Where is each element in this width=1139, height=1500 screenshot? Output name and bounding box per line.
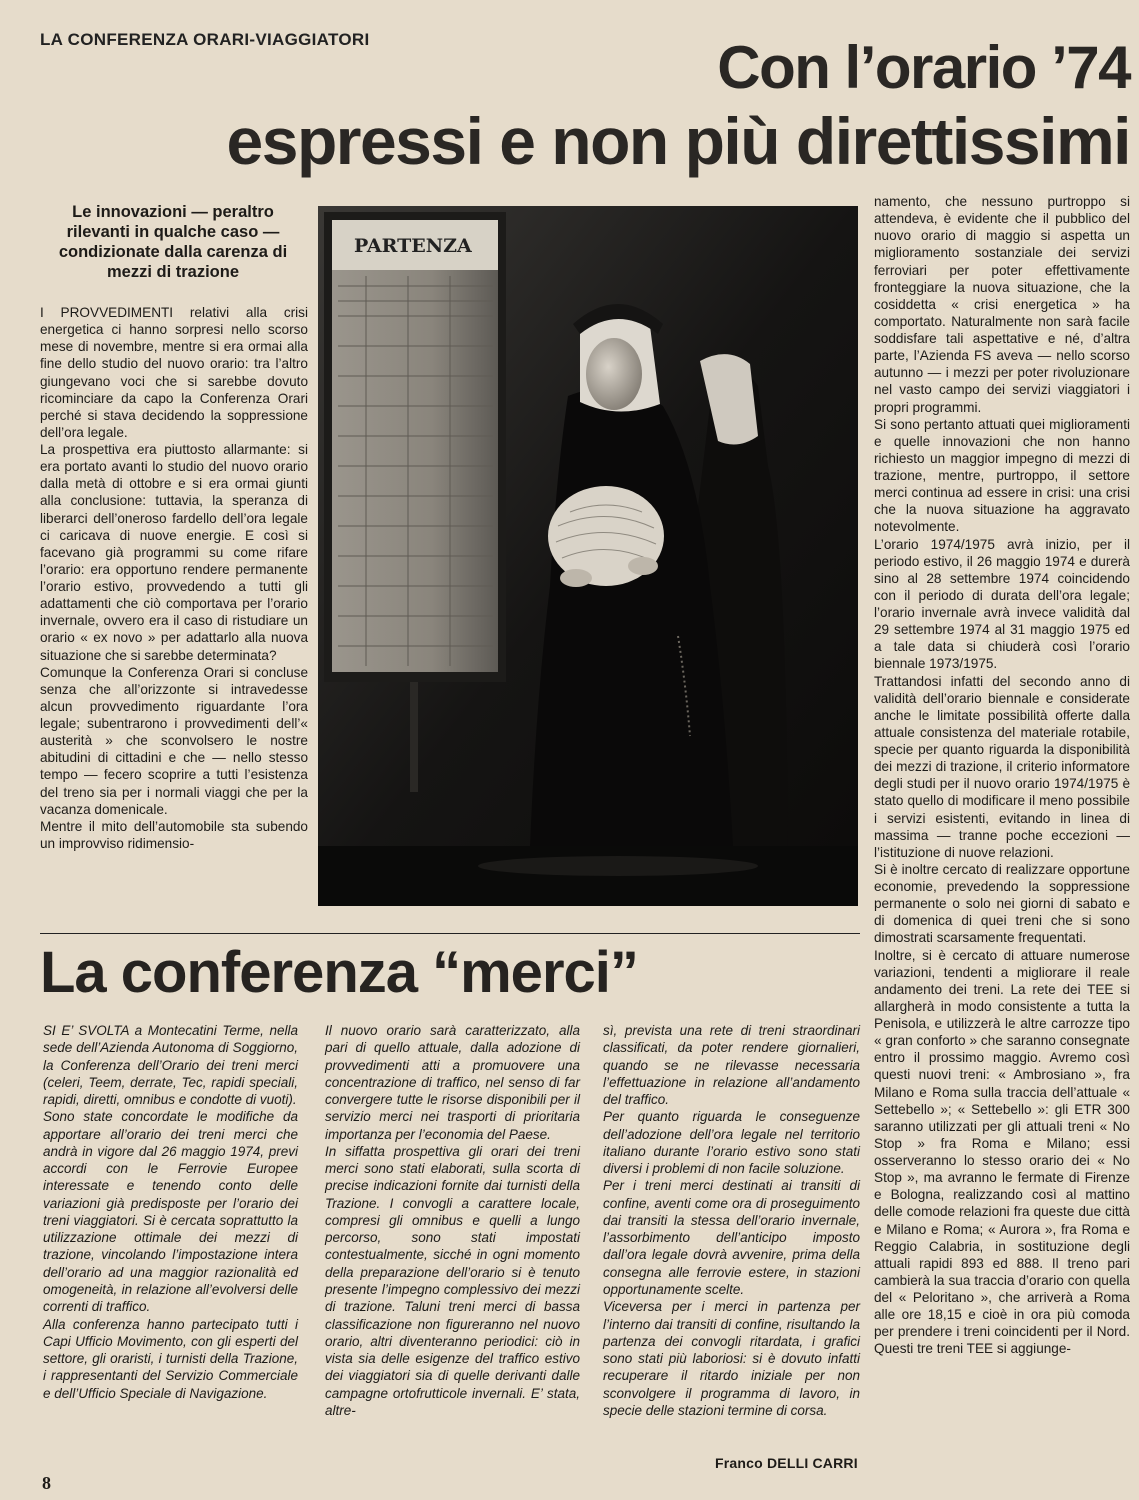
article-column-right [874, 193, 1130, 1358]
paragraph: In siffatta prospettiva gli orari dei treni merci sono stati elaborati, sulla scorta di precise indicazioni fornite dai turnisti della Trazione. I convogli a carattere locale, compresi gli omnibus e quelli a lungo percorso, sono stati impostati contestualmente, sicché in ogni momento della preparazione dell’orario si è tenuto presente l’impegno complessivo dei mezzi di trazione. Taluni treni merci di bassa classificazione non figureranno nel nuovo orario, altri diventeranno periodici: ciò in vista sia delle esigenze del traffico estivo dei viaggiatori sia di quelle derivanti dalle campagne ortofrutticole invernali. E’ stata, altre- [325, 1143, 580, 1418]
author-byline: Franco DELLI CARRI [715, 1455, 858, 1471]
paragraph: Il nuovo orario sarà caratterizzato, alla pari di quello attuale, dalla adozione di provvedimenti atti a promuovere una concentrazione di traffico, nel senso di far convergere tutte le risorse disponibili per il servizio merci nei trasporti di prioritaria importanza per l’economia del Paese. [325, 1023, 580, 1142]
photo-nuns-at-timetable [318, 206, 858, 906]
article-column-left [40, 304, 308, 852]
paragraph: Per quanto riguarda le conseguenze dell’adozione dell’ora legale nel territorio italiano durante l’orario estivo sono stati diversi i problemi di non facile soluzione. [603, 1109, 860, 1177]
paragraph: Inoltre, si è cercato di attuare numerose variazioni, tendenti a migliorare il reale andamento dei treni. La rete dei TEE si allargherà in modo consistente a tutta la Penisola, e utilizzerà le altre carrozze tipo « gran conforto » che saranno consegnate entro il prossimo maggio. Avremo così questi nuovi treni: « Ambrosiano », fra Milano e Roma sulla traccia dell’attuale « Settebello »; « Settebello »: gli ETR 300 saranno utilizzati per gli attuali treni « No Stop » fra Roma e Milano; essi osserveranno lo stesso orario dei « No Stop », ma avranno le fermate di Firenze e Bologna, realizzando così al mattino delle comode relazioni fra queste due città e Milano e Roma; « Aurora », fra Roma e Reggio Calabria, in sostituzione degli attuali rapidi 893 ed 888. Il treno pari cambierà la sua traccia d’orario con quella del « Peloritano », che arriverà a Roma alle ore 18,15 e cioè in ora più comoda per prendere i treni coincidenti per il Nord. Questi tre treni TEE si aggiunge- [874, 947, 1130, 1357]
merci-column-3 [603, 1022, 860, 1419]
paragraph: Mentre il mito dell’automobile sta subendo un improvviso ridimensio- [40, 818, 308, 851]
paragraph: namento, che nessuno purtroppo si attendeva, è evidente che il pubblico del nuovo orario di maggio si aspetta un miglioramento sostanziale dei servizi ferroviari per poter effettivamente fronteggiare la nuova situazione, che la cosiddetta « crisi energetica » ha comportato. Naturalmente non sarà facile soddisfare tali aspettative e né, d’altra parte, l’Azienda FS aveva — nello scorso autunno — i mezzi per poter rivoluzionare nel vasto campo dei servizi viaggiatori i propri programmi. [874, 194, 1130, 415]
paragraph: Per i treni merci destinati ai transiti di confine, aventi come ora di proseguimento dai transiti la stessa dell’orario invernale, l’assorbimento dell’anticipo imposto dall’ora legale dovrà avvenire, prima della consegna alle ferrovie estere, in stazioni opportunamente scelte. [603, 1178, 860, 1297]
paragraph: SI E’ SVOLTA a Montecatini Terme, nella sede dell’Azienda Autonoma di Soggiorno, la Conferenza dell’Orario dei treni merci (celeri, Teem, derrate, Tec, rapidi speciali, rapidi, diretti, omnibus e condotte di vuoti). [43, 1023, 298, 1108]
paragraph: I PROVVEDIMENTI relativi alla crisi energetica ci hanno sorpresi nello scorso mese di novembre, mentre si era ormai alla fine dello studio del nuovo orario: tra l’altro giungevano voci che si sarebbe dovuto ricominciare da capo la Conferenza Orari perché si stava decidendo la soppressione dell’ora legale. [40, 305, 308, 440]
photo-illustration [318, 206, 858, 906]
paragraph: Si è inoltre cercato di realizzare opportune economie, prevedendo la soppressione permanente o solo nei giorni di sabato e di domenica di quei treni che si sono dimostrati scarsamente frequentati. [874, 861, 1130, 946]
headline-line-1: Con l’orario ’74 [717, 34, 1130, 101]
paragraph: Comunque la Conferenza Orari si concluse senza che all’orizzonte si intravedesse alcun provvedimento riguardante l’ora legale; subentrarono i provvedimenti dell’« austerità » che sconvolsero le nostre abitudini di cittadini e che — nello stesso tempo — fecero scoprire a tutti l’esistenza del treno sia per i normali viaggi che per la vacanza domenicale. [40, 664, 308, 817]
merci-column-1 [43, 1022, 298, 1402]
paragraph: Alla conferenza hanno partecipato tutti i Capi Ufficio Movimento, con gli esperti del settore, gli oraristi, i turnisti della Trazione, i rappresentanti del Servizio Commerciale e dell’Ufficio Speciale di Navigazione. [43, 1316, 298, 1401]
section-kicker: LA CONFERENZA ORARI-VIAGGIATORI [40, 30, 370, 49]
paragraph: Si sono pertanto attuati quei miglioramenti e quelle innovazioni che non hanno richiesto un maggior impegno di mezzi di trazione, mentre, purtroppo, il settore merci continua ad essere in crisi: una crisi che la nuova situazione ha aggravato notevolmente. [874, 416, 1130, 535]
subheadline: Le innovazioni — peraltro rilevanti in qualche caso — condizionate dalla carenza di mezzi di trazione [58, 203, 288, 282]
paragraph: Trattandosi infatti del secondo anno di validità dell’orario biennale e considerate anche le limitate possibilità offerte dalla attuale consistenza del materiale rotabile, specie per quanto riguarda la disponibilità dei mezzi di trazione, il criterio informatore degli studi per il nuovo orario 1974/1975 è stato quello di modificare il meno possibile i servizi esistenti, evitando in linea di massima — tranne poche eccezioni — l’istituzione di nuove relazioni. [874, 673, 1130, 860]
paragraph: Sono state concordate le modifiche da apportare all’orario dei treni merci che andrà in vigore dal 26 maggio 1974, previ accordi con le Ferrovie Europee interessate e tenendo conto delle variazioni già predisposte per l’orario dei treni viaggiatori. Si è cercata soprattutto la utilizzazione ottimale dei mezzi di trazione, vincolando l’impostazione intera dell’orario ad una maggior razionalità ed omogeneità, in relazione all’evolversi delle correnti di traffico. [43, 1109, 298, 1315]
merci-column-2 [325, 1022, 580, 1419]
paragraph: La prospettiva era piuttosto allarmante: si era portato avanti lo studio del nuovo orario dalla metà di ottobre e si era ormai giunti alla conclusione: tuttavia, la speranza di liberarci dell’oneroso fardello dell’ora legale ci caricava di nuove energie. E così si facevano già programmi su come rifare l’orario: era opportuno rendere permanente l’orario estivo, provvedendo a tutti gli adattamenti che ciò comportava per l’orario invernale, ovvero era il caso di ristudiare un orario « ex novo » per adattarlo alla nuova situazione che si sarebbe determinata? [40, 442, 308, 663]
paragraph: L’orario 1974/1975 avrà inizio, per il periodo estivo, il 26 maggio 1974 e durerà sino al 28 settembre 1974 coincidendo con il periodo di durata dell’ora legale; l’orario invernale avrà invece validità dal 29 settembre 1974 al 31 maggio 1975 ed a tale data si chiuderà così l’orario biennale 1973/1975. [874, 536, 1130, 672]
paragraph: sì, prevista una rete di treni straordinari classificati, da poter rendere giornalieri, quando se ne rilevasse necessaria l’effettuazione in relazione all’andamento del traffico. [603, 1023, 860, 1108]
paragraph: Viceversa per i merci in partenza per l’interno dai transiti di confine, risultando la partenza dei convogli ritardata, i grafici sono stati più laboriosi: si è dovuto infatti recuperare il ritardo iniziale per non sconvolgere il programma di lavoro, in specie delle stazioni termine di corsa. [603, 1299, 860, 1418]
merci-headline: La conferenza “merci” [40, 940, 638, 1005]
section-divider [40, 933, 860, 934]
page-number: 8 [42, 1473, 51, 1493]
headline-line-2: espressi e non più direttissimi [226, 104, 1130, 178]
photo-sign-text: PARTENZA [354, 235, 472, 257]
